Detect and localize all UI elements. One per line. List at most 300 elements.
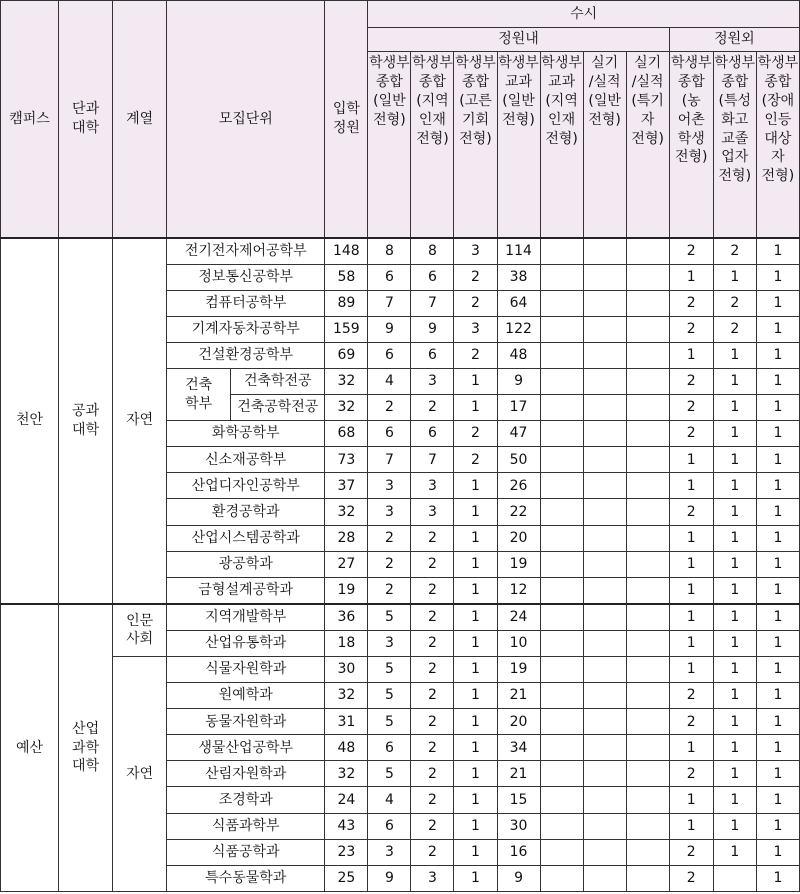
value-cell: 1 — [713, 368, 756, 394]
value-cell — [583, 264, 626, 290]
value-cell — [583, 525, 626, 551]
value-cell: 30 — [497, 813, 540, 839]
unit-name-cell: 건설환경공학부 — [167, 342, 325, 368]
quota-cell: 24 — [325, 787, 368, 813]
value-cell: 1 — [454, 839, 497, 865]
value-cell: 2 — [669, 709, 713, 735]
value-cell: 1 — [756, 683, 799, 709]
value-cell: 2 — [454, 290, 497, 316]
quota-cell: 32 — [325, 761, 368, 787]
value-cell: 1 — [713, 264, 756, 290]
unit-name-cell: 산업유통학과 — [167, 630, 325, 656]
value-cell: 7 — [411, 447, 454, 473]
value-cell — [626, 683, 669, 709]
quota-cell: 36 — [325, 604, 368, 631]
unit-name-cell: 생물산업공학부 — [167, 735, 325, 761]
header-col-6: 실기 /실적 (일반 전형) — [583, 52, 626, 238]
value-cell — [626, 395, 669, 421]
value-cell: 2 — [669, 839, 713, 865]
value-cell: 2 — [713, 316, 756, 342]
value-cell: 1 — [454, 604, 497, 631]
value-cell: 1 — [756, 735, 799, 761]
value-cell: 2 — [368, 525, 411, 551]
value-cell — [583, 316, 626, 342]
series-cell: 자연 — [113, 238, 167, 604]
value-cell: 2 — [368, 577, 411, 604]
value-cell: 1 — [756, 865, 799, 891]
series-cell: 인문 사회 — [113, 604, 167, 657]
value-cell: 64 — [497, 290, 540, 316]
quota-cell: 148 — [325, 238, 368, 265]
value-cell — [626, 865, 669, 891]
value-cell: 26 — [497, 473, 540, 499]
value-cell: 7 — [368, 290, 411, 316]
unit-name-cell: 식품과학부 — [167, 813, 325, 839]
value-cell: 1 — [756, 813, 799, 839]
unit-name-cell: 정보통신공학부 — [167, 264, 325, 290]
value-cell: 1 — [713, 657, 756, 683]
value-cell — [583, 577, 626, 604]
value-cell — [540, 787, 583, 813]
header-series: 계열 — [113, 1, 167, 238]
value-cell: 6 — [411, 342, 454, 368]
unit-name-cell: 환경공학과 — [167, 499, 325, 525]
unit-name-cell: 원예학과 — [167, 683, 325, 709]
value-cell: 2 — [411, 683, 454, 709]
value-cell — [583, 683, 626, 709]
value-cell — [626, 290, 669, 316]
value-cell — [583, 395, 626, 421]
value-cell: 6 — [368, 813, 411, 839]
value-cell: 5 — [368, 604, 411, 631]
header-unit: 모집단위 — [167, 1, 325, 238]
value-cell: 1 — [454, 525, 497, 551]
value-cell — [540, 551, 583, 577]
value-cell — [540, 447, 583, 473]
value-cell: 9 — [497, 368, 540, 394]
value-cell: 1 — [454, 657, 497, 683]
header-col-8: 학생부 종합 (농 어촌 학생 전형) — [669, 52, 713, 238]
value-cell: 3 — [411, 473, 454, 499]
value-cell — [540, 290, 583, 316]
value-cell: 1 — [454, 865, 497, 891]
unit-name-cell: 특수동물학과 — [167, 865, 325, 891]
value-cell: 2 — [368, 551, 411, 577]
value-cell: 1 — [756, 761, 799, 787]
value-cell — [540, 630, 583, 656]
unit-name-cell: 산림자원학과 — [167, 761, 325, 787]
value-cell: 1 — [756, 839, 799, 865]
value-cell: 2 — [454, 264, 497, 290]
value-cell — [540, 735, 583, 761]
value-cell: 1 — [713, 787, 756, 813]
table-header — [1, 1, 800, 238]
value-cell: 19 — [497, 657, 540, 683]
quota-cell: 159 — [325, 316, 368, 342]
value-cell: 17 — [497, 395, 540, 421]
header-col-5: 학생부 교과 (지역 인재 전형) — [540, 52, 583, 238]
value-cell — [540, 368, 583, 394]
value-cell — [540, 657, 583, 683]
unit-name-cell: 건축공학전공 — [231, 395, 325, 421]
value-cell: 1 — [454, 787, 497, 813]
value-cell — [626, 709, 669, 735]
quota-cell: 25 — [325, 865, 368, 891]
quota-cell: 23 — [325, 839, 368, 865]
value-cell — [626, 316, 669, 342]
value-cell: 2 — [411, 630, 454, 656]
value-cell: 1 — [454, 368, 497, 394]
value-cell: 1 — [669, 577, 713, 604]
value-cell: 15 — [497, 787, 540, 813]
value-cell: 1 — [713, 630, 756, 656]
value-cell: 2 — [669, 238, 713, 265]
series-cell: 자연 — [113, 657, 167, 892]
value-cell — [583, 551, 626, 577]
value-cell: 12 — [497, 577, 540, 604]
value-cell: 1 — [756, 395, 799, 421]
quota-cell: 48 — [325, 735, 368, 761]
quota-cell: 32 — [325, 395, 368, 421]
quota-cell: 27 — [325, 551, 368, 577]
value-cell — [713, 865, 756, 891]
value-cell: 6 — [411, 264, 454, 290]
value-cell: 2 — [669, 395, 713, 421]
value-cell: 3 — [411, 499, 454, 525]
value-cell: 2 — [454, 342, 497, 368]
value-cell — [583, 735, 626, 761]
value-cell — [540, 264, 583, 290]
value-cell — [540, 499, 583, 525]
value-cell: 1 — [669, 630, 713, 656]
value-cell — [583, 839, 626, 865]
value-cell: 1 — [713, 447, 756, 473]
value-cell — [540, 473, 583, 499]
header-col-3: 학생부 종합 (고른 기회 전형) — [454, 52, 497, 238]
value-cell — [540, 421, 583, 447]
value-cell: 3 — [368, 630, 411, 656]
value-cell: 3 — [411, 865, 454, 891]
value-cell: 2 — [669, 316, 713, 342]
value-cell: 1 — [713, 683, 756, 709]
value-cell: 1 — [454, 709, 497, 735]
value-cell: 2 — [669, 683, 713, 709]
value-cell: 1 — [713, 709, 756, 735]
quota-cell: 30 — [325, 657, 368, 683]
value-cell: 1 — [713, 525, 756, 551]
value-cell: 9 — [411, 316, 454, 342]
value-cell: 2 — [411, 604, 454, 631]
value-cell — [540, 865, 583, 891]
value-cell: 1 — [669, 735, 713, 761]
value-cell: 1 — [756, 316, 799, 342]
value-cell: 1 — [756, 604, 799, 631]
value-cell — [540, 761, 583, 787]
value-cell — [626, 264, 669, 290]
value-cell: 7 — [411, 290, 454, 316]
unit-name-cell: 조경학과 — [167, 787, 325, 813]
value-cell: 2 — [411, 577, 454, 604]
value-cell: 1 — [669, 787, 713, 813]
value-cell: 2 — [368, 395, 411, 421]
header-col-4: 학생부 교과 (일반 전형) — [497, 52, 540, 238]
value-cell: 2 — [411, 761, 454, 787]
table-row — [1, 238, 800, 265]
value-cell: 1 — [756, 657, 799, 683]
value-cell: 50 — [497, 447, 540, 473]
value-cell: 6 — [368, 264, 411, 290]
table-body — [1, 238, 800, 892]
value-cell: 21 — [497, 683, 540, 709]
value-cell: 1 — [454, 630, 497, 656]
value-cell: 2 — [669, 761, 713, 787]
header-within-quota: 정원내 — [368, 28, 669, 52]
value-cell: 1 — [713, 604, 756, 631]
header-susi: 수시 — [368, 1, 800, 28]
value-cell — [583, 604, 626, 631]
value-cell — [583, 761, 626, 787]
value-cell: 1 — [713, 813, 756, 839]
unit-name-cell: 식물자원학과 — [167, 657, 325, 683]
value-cell — [626, 735, 669, 761]
value-cell — [626, 525, 669, 551]
value-cell: 21 — [497, 761, 540, 787]
value-cell: 3 — [454, 238, 497, 265]
header-quota: 입학 정원 — [325, 1, 368, 238]
value-cell: 38 — [497, 264, 540, 290]
value-cell: 9 — [368, 865, 411, 891]
value-cell — [626, 577, 669, 604]
value-cell — [540, 604, 583, 631]
value-cell: 2 — [411, 551, 454, 577]
value-cell: 3 — [368, 839, 411, 865]
value-cell — [583, 473, 626, 499]
value-cell: 2 — [669, 865, 713, 891]
header-col-9: 학생부 종합 (특성 화고 교졸 업자 전형) — [713, 52, 756, 238]
value-cell: 1 — [713, 395, 756, 421]
value-cell: 1 — [713, 839, 756, 865]
value-cell: 2 — [411, 395, 454, 421]
campus-cell: 천안 — [1, 238, 59, 604]
value-cell: 1 — [454, 499, 497, 525]
quota-cell: 32 — [325, 683, 368, 709]
value-cell: 1 — [669, 473, 713, 499]
value-cell: 1 — [713, 473, 756, 499]
unit-name-cell: 컴퓨터공학부 — [167, 290, 325, 316]
value-cell: 2 — [411, 709, 454, 735]
value-cell: 114 — [497, 238, 540, 265]
value-cell: 1 — [669, 604, 713, 631]
value-cell — [583, 499, 626, 525]
value-cell: 8 — [368, 238, 411, 265]
value-cell: 7 — [368, 447, 411, 473]
value-cell — [626, 421, 669, 447]
value-cell: 1 — [713, 499, 756, 525]
value-cell: 1 — [669, 551, 713, 577]
quota-cell: 89 — [325, 290, 368, 316]
value-cell — [583, 813, 626, 839]
value-cell — [626, 787, 669, 813]
unit-name-cell: 신소재공학부 — [167, 447, 325, 473]
value-cell: 6 — [368, 735, 411, 761]
header-outside-quota: 정원외 — [669, 28, 799, 52]
value-cell: 1 — [756, 630, 799, 656]
value-cell — [540, 709, 583, 735]
value-cell: 2 — [411, 839, 454, 865]
value-cell: 19 — [497, 551, 540, 577]
value-cell — [583, 238, 626, 265]
value-cell: 24 — [497, 604, 540, 631]
value-cell: 2 — [713, 238, 756, 265]
value-cell: 2 — [411, 525, 454, 551]
value-cell — [626, 368, 669, 394]
value-cell: 1 — [669, 525, 713, 551]
quota-cell: 19 — [325, 577, 368, 604]
header-col-2: 학생부 종합 (지역 인재 전형) — [411, 52, 454, 238]
value-cell: 1 — [756, 473, 799, 499]
value-cell — [540, 839, 583, 865]
value-cell: 6 — [368, 342, 411, 368]
value-cell — [583, 787, 626, 813]
value-cell: 3 — [368, 473, 411, 499]
value-cell: 1 — [454, 735, 497, 761]
value-cell — [583, 657, 626, 683]
quota-cell: 18 — [325, 630, 368, 656]
value-cell — [626, 657, 669, 683]
value-cell: 1 — [756, 499, 799, 525]
quota-cell: 32 — [325, 368, 368, 394]
unit-name-cell: 전기전자제어공학부 — [167, 238, 325, 265]
value-cell: 3 — [368, 499, 411, 525]
value-cell: 2 — [454, 447, 497, 473]
quota-cell: 68 — [325, 421, 368, 447]
value-cell: 2 — [669, 421, 713, 447]
value-cell: 5 — [368, 761, 411, 787]
value-cell: 20 — [497, 709, 540, 735]
value-cell: 1 — [713, 735, 756, 761]
value-cell: 1 — [454, 473, 497, 499]
unit-name-cell: 동물자원학과 — [167, 709, 325, 735]
value-cell — [583, 368, 626, 394]
value-cell: 47 — [497, 421, 540, 447]
unit-name-cell: 기계자동차공학부 — [167, 316, 325, 342]
value-cell: 1 — [756, 238, 799, 265]
value-cell — [626, 604, 669, 631]
value-cell: 9 — [497, 865, 540, 891]
value-cell — [540, 342, 583, 368]
value-cell — [540, 316, 583, 342]
value-cell — [626, 447, 669, 473]
value-cell: 1 — [454, 683, 497, 709]
value-cell: 5 — [368, 709, 411, 735]
value-cell: 22 — [497, 499, 540, 525]
value-cell: 10 — [497, 630, 540, 656]
value-cell — [626, 761, 669, 787]
quota-cell: 32 — [325, 499, 368, 525]
value-cell: 4 — [368, 368, 411, 394]
value-cell: 1 — [454, 577, 497, 604]
value-cell: 5 — [368, 683, 411, 709]
value-cell — [540, 577, 583, 604]
value-cell: 1 — [756, 787, 799, 813]
unit-name-cell: 산업디자인공학부 — [167, 473, 325, 499]
value-cell: 1 — [454, 813, 497, 839]
header-col-10: 학생부 종합 (장애 인등 대상 자 전형) — [756, 52, 799, 238]
value-cell: 16 — [497, 839, 540, 865]
unit-name-cell: 건축학전공 — [231, 368, 325, 394]
value-cell: 1 — [756, 709, 799, 735]
value-cell — [540, 238, 583, 265]
value-cell: 1 — [454, 761, 497, 787]
header-college: 단과 대학 — [59, 1, 113, 238]
value-cell: 1 — [713, 342, 756, 368]
value-cell — [626, 238, 669, 265]
value-cell — [583, 290, 626, 316]
value-cell — [626, 551, 669, 577]
value-cell: 1 — [756, 447, 799, 473]
header-col-7: 실기 /실적 (특기 자 전형) — [626, 52, 669, 238]
value-cell — [583, 630, 626, 656]
table-row — [1, 604, 800, 631]
unit-name-cell: 산업시스템공학과 — [167, 525, 325, 551]
quota-cell: 28 — [325, 525, 368, 551]
college-cell: 산업 과학 대학 — [59, 604, 113, 892]
value-cell: 1 — [713, 551, 756, 577]
value-cell — [626, 473, 669, 499]
table-row — [1, 657, 800, 683]
value-cell: 8 — [411, 238, 454, 265]
value-cell: 1 — [756, 342, 799, 368]
value-cell — [583, 865, 626, 891]
value-cell: 1 — [756, 368, 799, 394]
quota-cell: 43 — [325, 813, 368, 839]
value-cell — [626, 630, 669, 656]
value-cell: 4 — [368, 787, 411, 813]
value-cell: 1 — [669, 342, 713, 368]
value-cell — [540, 683, 583, 709]
header-campus: 캠퍼스 — [1, 1, 59, 238]
quota-cell: 37 — [325, 473, 368, 499]
value-cell: 2 — [669, 368, 713, 394]
value-cell: 1 — [669, 657, 713, 683]
quota-cell: 69 — [325, 342, 368, 368]
value-cell: 1 — [756, 290, 799, 316]
value-cell — [626, 813, 669, 839]
value-cell: 2 — [669, 290, 713, 316]
value-cell: 1 — [756, 577, 799, 604]
value-cell — [626, 839, 669, 865]
value-cell: 2 — [669, 499, 713, 525]
value-cell: 1 — [756, 551, 799, 577]
value-cell: 20 — [497, 525, 540, 551]
value-cell — [583, 342, 626, 368]
value-cell: 3 — [454, 316, 497, 342]
value-cell: 1 — [669, 264, 713, 290]
value-cell: 2 — [713, 290, 756, 316]
value-cell: 34 — [497, 735, 540, 761]
arch-division-cell: 건축 학부 — [167, 368, 231, 420]
value-cell: 1 — [454, 551, 497, 577]
value-cell: 9 — [368, 316, 411, 342]
quota-cell: 73 — [325, 447, 368, 473]
value-cell — [583, 709, 626, 735]
value-cell — [626, 342, 669, 368]
college-cell: 공과 대학 — [59, 238, 113, 604]
value-cell: 6 — [411, 421, 454, 447]
value-cell: 1 — [713, 761, 756, 787]
value-cell: 2 — [454, 421, 497, 447]
unit-name-cell: 광공학과 — [167, 551, 325, 577]
